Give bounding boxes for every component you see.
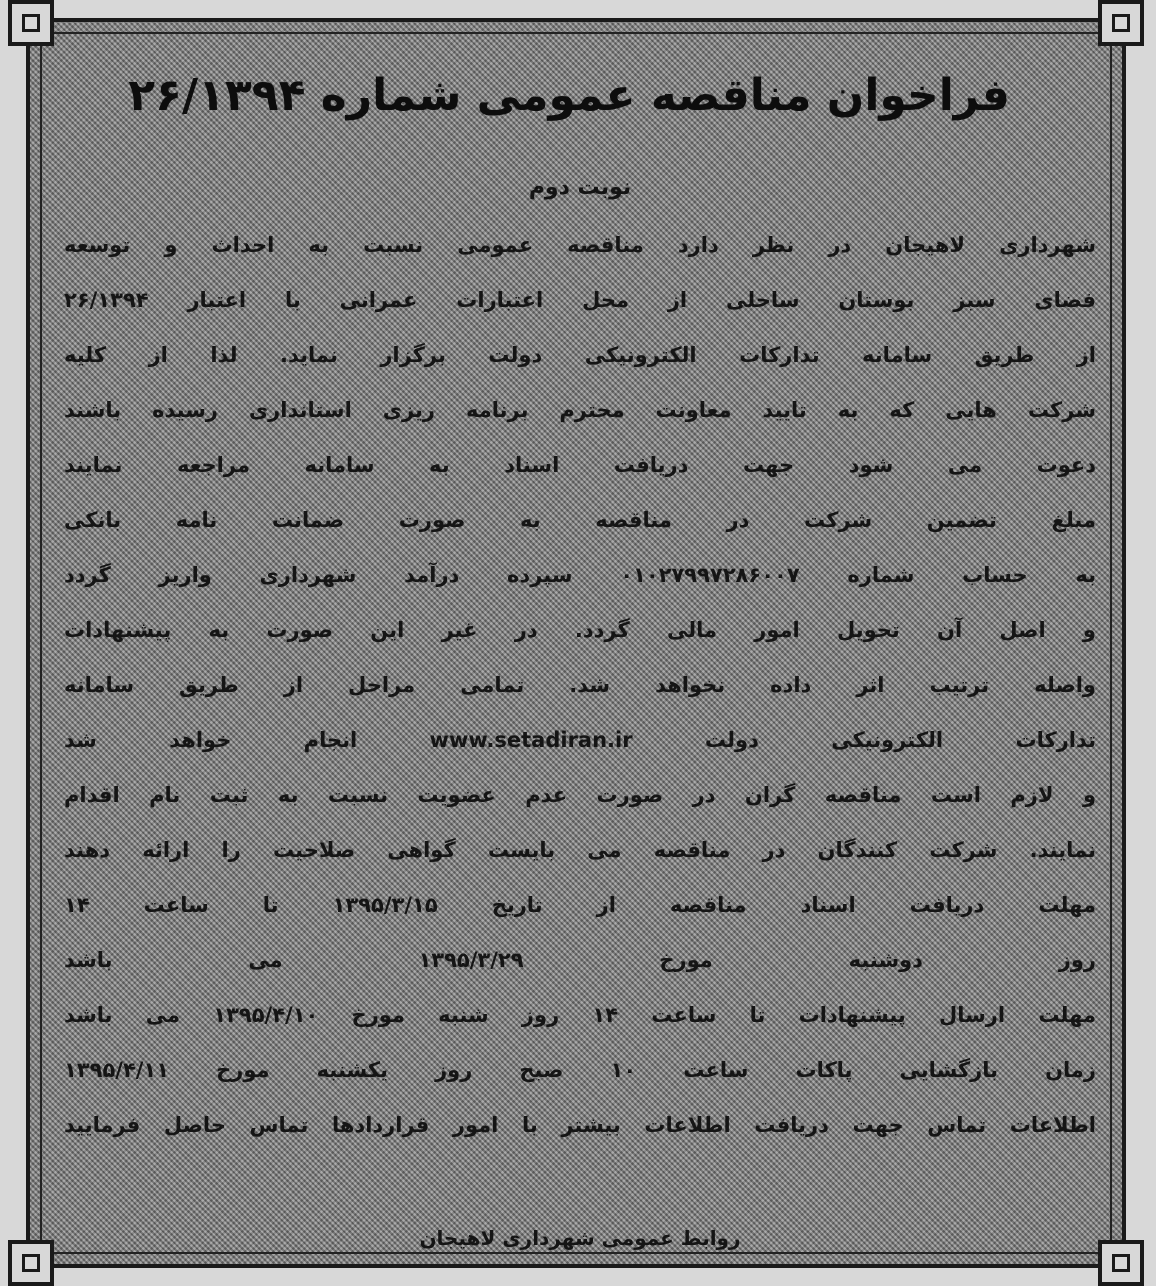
corner-ornament [8, 1240, 54, 1286]
body-line: و اصل آن تحویل امور مالی گردد. در غیر این صورت به پیشنهادات [64, 618, 1096, 642]
corner-ornament [1098, 0, 1144, 46]
body-line: نمایند. شرکت کنندگان در مناقصه می بایست گواهی صلاحیت را ارائه دهند [64, 838, 1096, 862]
body-line: مهلت دریافت اسناد مناقصه از تاریخ ۱۳۹۵/۳/۱۵ تا ساعت ۱۴ [64, 893, 1096, 917]
body-line: اطلاعات تماس جهت دریافت اطلاعات بیشتر با امور قراردادها تماس حاصل فرمایید [64, 1113, 1096, 1137]
body-line: شهرداری لاهیجان در نظر دارد مناقصه عمومی نسبت به احداث و توسعه [64, 233, 1096, 257]
body-line: تدارکات الکترونیکی دولت www.setadiran.ir انجام خواهد شد [64, 728, 1096, 752]
body-line: شرکت هایی که به تایید معاونت محترم برنامه ریزی استانداری رسیده باشند [64, 398, 1096, 422]
body-line: از طریق سامانه تدارکات الکترونیکی دولت برگزار نماید. لذا از کلیه [64, 343, 1096, 367]
body-line: به حساب شماره ۰۱۰۲۷۹۹۷۲۸۶۰۰۷ سپرده درآمد شهرداری واریز گردد [64, 563, 1096, 587]
body-line: دعوت می شود جهت دریافت اسناد به سامانه مراجعه نمایند [64, 453, 1096, 477]
body-line: مهلت ارسال پیشنهادات تا ساعت ۱۴ روز شنبه مورخ ۱۳۹۵/۴/۱۰ می باشد [64, 1003, 1096, 1027]
notice-subtitle: نوبت دوم [528, 175, 632, 200]
body-line: مبلغ تضمین شرکت در مناقصه به صورت ضمانت نامه بانکی [64, 508, 1096, 532]
body-line: فضای سبز بوستان ساحلی از محل اعتبارات عمرانی با اعتبار ۲۶/۱۳۹۴ [64, 288, 1096, 312]
body-line: و لازم است مناقصه گران در صورت عدم عضویت نسبت به ثبت نام اقدام [64, 783, 1096, 807]
notice-signature: روابط عمومی شهرداری لاهیجان [419, 1226, 741, 1250]
corner-ornament [1098, 1240, 1144, 1286]
body-line: واصله ترتیب اثر داده نخواهد شد. تمامی مراحل از طریق سامانه [64, 673, 1096, 697]
notice-body [64, 218, 1096, 1153]
notice-title: فراخوان مناقصه عمومی شماره ۲۶/۱۳۹۴ [128, 70, 1010, 121]
notice-frame [26, 18, 1126, 1268]
body-line: روز دوشنبه مورخ ۱۳۹۵/۳/۲۹ می باشد [64, 948, 1096, 972]
body-line: زمان بازگشایی پاکات ساعت ۱۰ صبح روز یکشنبه مورخ ۱۳۹۵/۴/۱۱ [64, 1058, 1097, 1082]
corner-ornament [8, 0, 54, 46]
